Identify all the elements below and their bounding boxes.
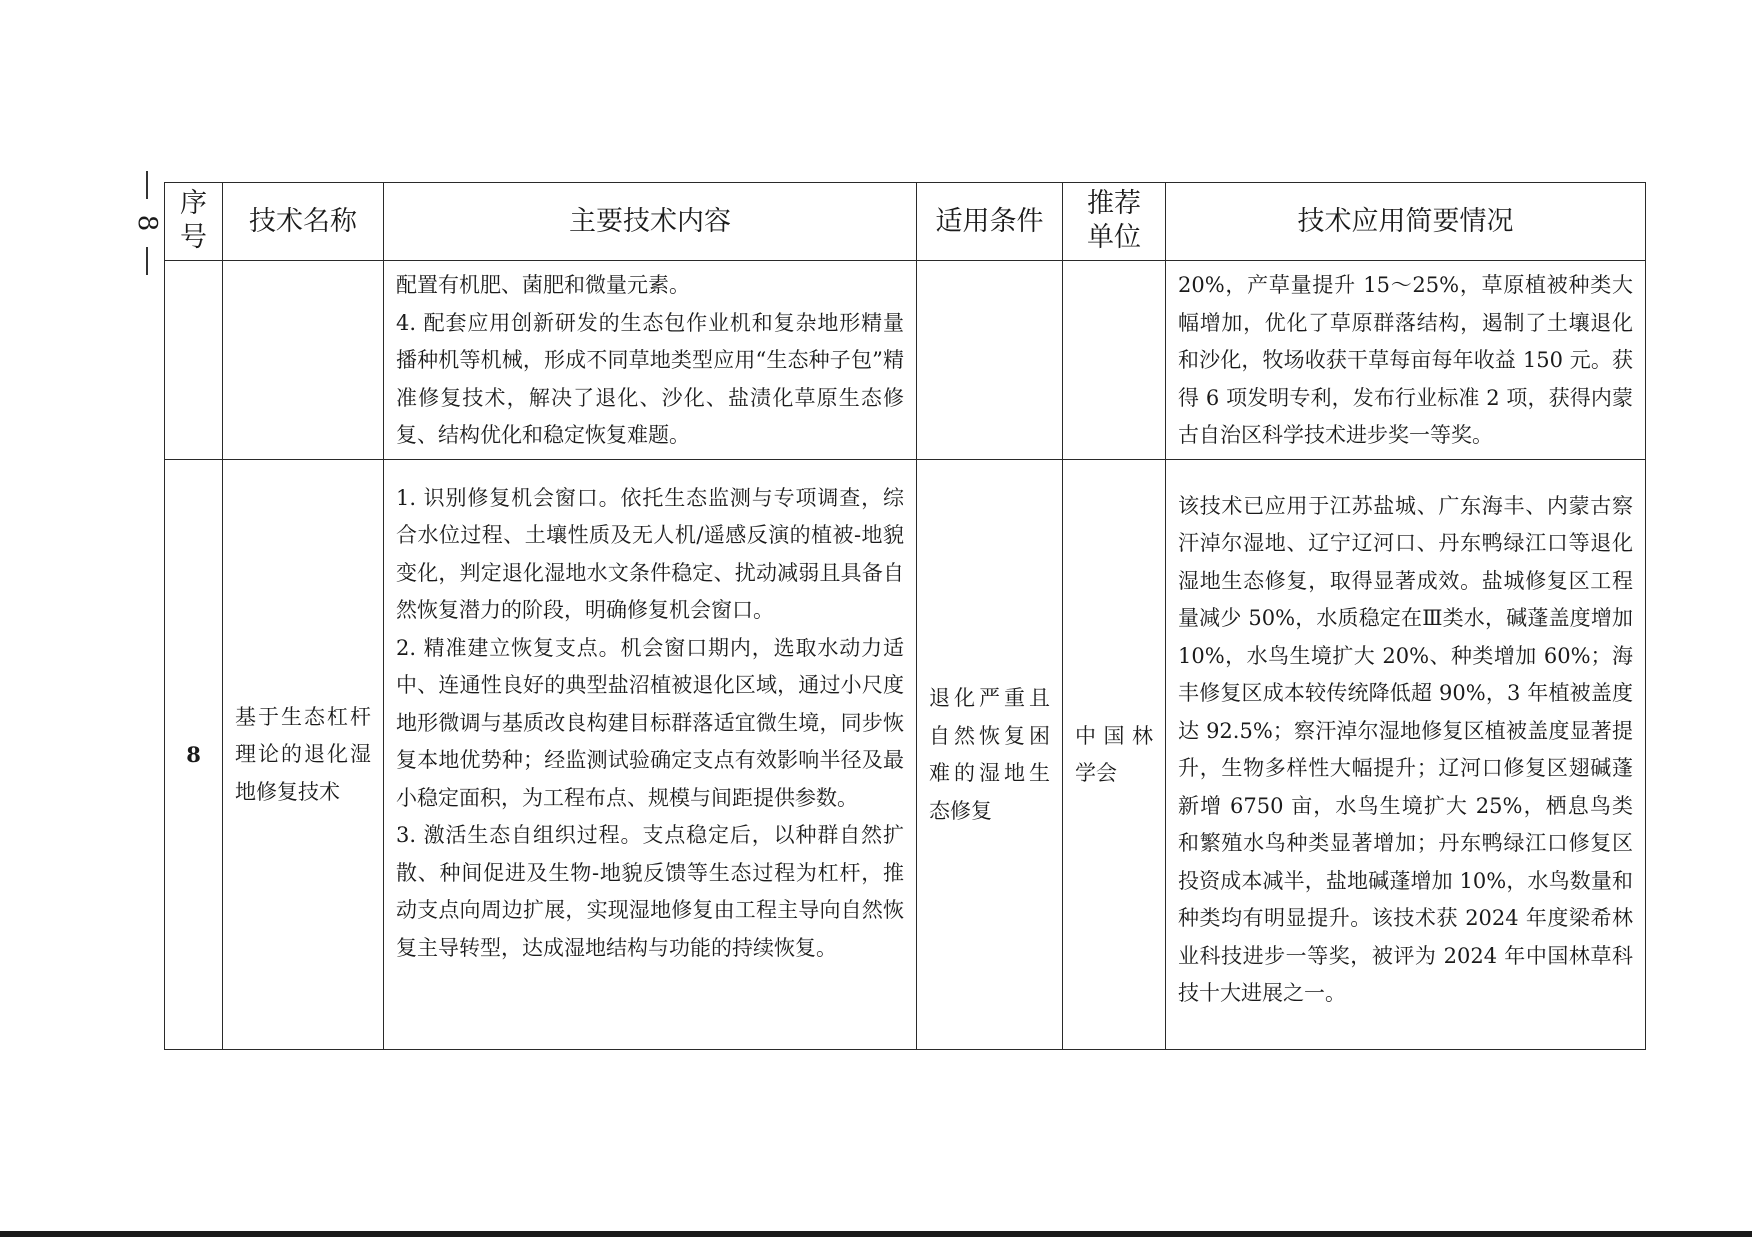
row-content-cell (384, 459, 917, 1049)
row-application-cell: 该技术已应用于江苏盐城、广东海丰、内蒙古察汗淖尔湿地、辽宁辽河口、丹东鸭绿江口等退化湿地生态修复，取得显著成效。盐城修复区工程量减少 50%，水质稳定在Ⅲ类水，碱蓬盖度增加 10%，水鸟生境扩大 20%、种类增加 60%；海丰修复区成本较传统降低超 90%，3 年植被盖度达 92.5%；察汗淖尔湿地修复区植被盖度显著提升，生物多样性大幅提升；辽河口修复区翅碱蓬新增 6750 亩，水鸟生境扩大 25%，栖息鸟类和繁殖水鸟种类显著增加；丹东鸭绿江口修复区投资成本减半，盐地碱蓬增加 10%，水鸟数量和种类均有明显提升。该技术获 2024 年度梁希林业科技进步一等奖，被评为 2024 年中国林草科技十大进展之一。 (1166, 459, 1646, 1049)
row-conditions-cell (917, 261, 1063, 460)
header-seq: 序号 (165, 183, 223, 261)
content-paragraph: 1. 识别修复机会窗口。依托生态监测与专项调查，综合水位过程、土壤性质及无人机/遥感反演的植被-地貌变化，判定退化湿地水文条件稳定、扰动减弱且具备自然恢复潜力的阶段，明确修复机会窗口。 (396, 485, 904, 622)
row-seq-cell: 8 (165, 459, 223, 1049)
conditions-text: 退化严重且自然恢复困难的湿地生态修复 (929, 686, 1050, 823)
row-conditions-cell (917, 459, 1063, 1049)
header-conditions: 适用条件 (917, 183, 1063, 261)
page-bottom-border (0, 1231, 1752, 1237)
page-number-dash-top (146, 171, 148, 199)
content-paragraph: 3. 激活生态自组织过程。支点稳定后，以种群自然扩散、种间促进及生物-地貌反馈等生态过程为杠杆，推动支点向周边扩展，实现湿地修复由工程主导向自然恢复主导转型，达成湿地结构与功能的持续恢复。 (396, 823, 904, 960)
row-seq-cell (165, 261, 223, 460)
header-recommending-unit: 推荐单位 (1063, 183, 1166, 261)
header-application: 技术应用简要情况 (1166, 183, 1646, 261)
row-unit-cell (1063, 459, 1166, 1049)
page-number-marker (128, 171, 166, 275)
tech-name-text: 基于生态杠杆理论的退化湿地修复技术 (235, 704, 371, 804)
technology-table (164, 182, 1646, 1050)
table-header-row (165, 183, 1646, 261)
content-paragraph: 2. 精准建立恢复支点。机会窗口期内，选取水动力适中、连通性良好的典型盐沼植被退化区域，通过小尺度地形微调与基质改良构建目标群落适宜微生境，同步恢复本地优势种；经监测试验确定支点有效影响半径及最小稳定面积，为工程布点、规模与间距提供参数。 (396, 635, 904, 810)
row-content-cell (384, 261, 917, 460)
header-main-content: 主要技术内容 (384, 183, 917, 261)
content-paragraph: 4. 配套应用创新研发的生态包作业机和复杂地形精量播种机等机械，形成不同草地类型应用“生态种子包”精准修复技术，解决了退化、沙化、盐渍化草原生态修复、结构优化和稳定恢复难题。 (396, 310, 904, 447)
content-paragraph: 配置有机肥、菌肥和微量元素。 (396, 273, 690, 297)
row-name-cell (223, 459, 384, 1049)
header-tech-name: 技术名称 (223, 183, 384, 261)
unit-text: 中国林学会 (1075, 723, 1153, 785)
page-number-dash-bottom (146, 247, 148, 275)
page-number: 8 (132, 214, 162, 232)
table-row (165, 459, 1646, 1049)
row-name-cell (223, 261, 384, 460)
row-application-cell: 20%，产草量提升 15～25%，草原植被种类大幅增加，优化了草原群落结构，遏制了土壤退化和沙化，牧场收获干草每亩每年收益 150 元。获得 6 项发明专利，发布行业标准 2 项，获得内蒙古自治区科学技术进步奖一等奖。 (1166, 261, 1646, 460)
row-unit-cell (1063, 261, 1166, 460)
table-row (165, 261, 1646, 460)
